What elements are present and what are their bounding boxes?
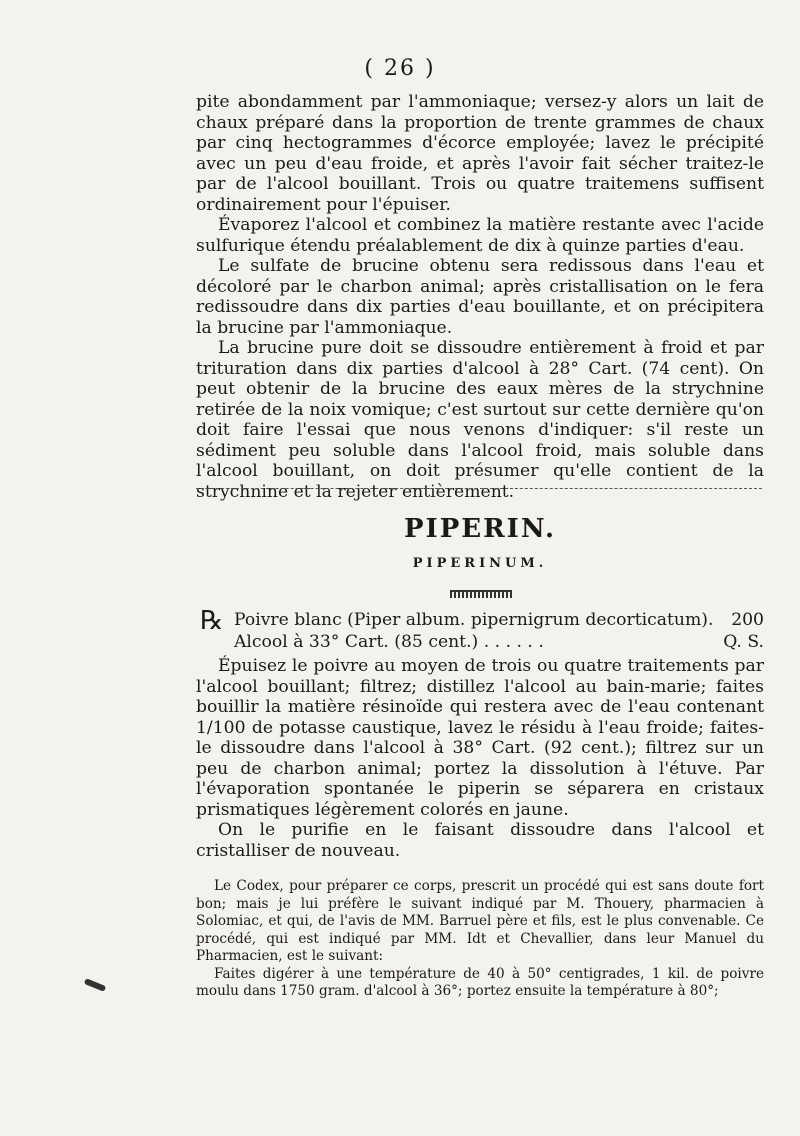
ornament-divider	[450, 590, 512, 598]
paragraph: pite abondamment par l'ammoniaque; versez-y alors un lait de chaux préparé dans la proportion de trente grammes de chaux par cinq hectogrammes d'écorce employée; lavez le précipité avec un peu d'eau froide, et après l'avoir fait sécher traitez-le par de l'alcool bouillant. Trois ou quatre traitemens suffisent ordinairement pour l'épuiser.	[196, 92, 764, 215]
ingredient-quantity: 200	[731, 610, 764, 630]
paragraph: Évaporez l'alcool et combinez la matière restante avec l'acide sulfurique étendu préalablement de dix à quinze parties d'eau.	[196, 215, 764, 256]
section-title: PIPERIN.	[403, 514, 556, 544]
paragraph: Le sulfate de brucine obtenu sera redissous dans l'eau et décoloré par le charbon animal; après cristallisation on le fera redissoudre dans dix parties d'eau bouillante, et on précipitera la brucine par l'ammoniaque.	[196, 256, 764, 338]
footnote-block	[196, 878, 764, 1001]
ingredient-label: Alcool à 33° Cart. (85 cent.) . . . . . .	[234, 632, 544, 652]
paragraph: Épuisez le poivre au moyen de trois ou quatre traitements par l'alcool bouillant; filtrez; distillez l'alcool au bain-marie; faites bouillir la matière résinoïde qui restera avec de l'eau contenant 1/100 de potasse caustique, lavez le résidu à l'eau froide; faites-le dissoudre dans l'alcool à 38° Cart. (92 cent.); filtrez sur un peu de charbon animal; portez la dissolution à l'étuve. Par l'évaporation spontanée le piperin se séparera en cristaux prismatiques légèrement colorés en jaune.	[196, 656, 764, 820]
section-divider	[196, 488, 762, 489]
ingredient-label: Poivre blanc (Piper album. pipernigrum decorticatum).	[234, 610, 714, 630]
brucine-text-block	[196, 92, 764, 502]
paragraph: On le purifie en le faisant dissoudre dans l'alcool et cristalliser de nouveau.	[196, 820, 764, 861]
piperin-text-block	[196, 656, 764, 861]
recipe-line	[196, 606, 764, 636]
ingredient-quantity: Q. S.	[723, 632, 764, 652]
paragraph: La brucine pure doit se dissoudre entièrement à froid et par trituration dans dix parties d'alcool à 28° Cart. (74 cent). On peut obtenir de la brucine des eaux mères de la strychnine retirée de la noix vomique; c'est surtout sur cette dernière qu'on doit faire l'essai que nous venons d'indiquer: s'il reste un sédiment peu soluble dans l'alcool froid, mais soluble dans l'alcool bouillant, on doit présumer qu'elle contient de la strychnine et la rejeter entièrement.	[196, 338, 764, 502]
recipe-line	[196, 632, 764, 653]
note-paragraph: Le Codex, pour préparer ce corps, prescrit un procédé qui est sans doute fort bon; mais je lui préfère le suivant indiqué par M. Thouery, pharmacien à Solomiac, et qui, de l'avis de MM. Barruel père et fils, est le plus convenable. Ce procédé, qui est indiqué par MM. Idt et Chevallier, dans leur Manuel du Pharmacien, est le suivant:	[196, 878, 764, 964]
recipe-symbol: ℞	[200, 606, 224, 636]
page-number: ( 26 )	[364, 56, 436, 81]
section-subtitle: PIPERINUM.	[412, 556, 548, 571]
note-paragraph: Faites digérer à une température de 40 à 50° centigrades, 1 kil. de poivre moulu dans 1750 gram. d'alcool à 36°; portez ensuite la température à 80°;	[196, 965, 764, 999]
ink-mark	[84, 978, 107, 992]
